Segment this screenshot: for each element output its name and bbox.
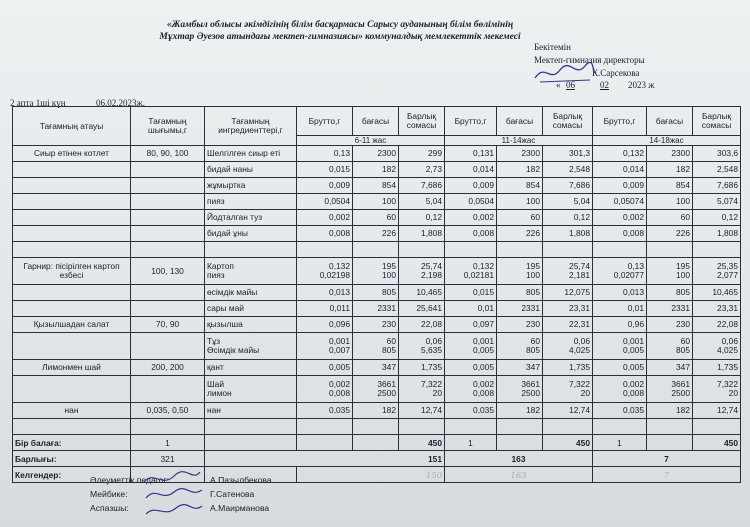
cell-s2	[543, 242, 593, 258]
cell-dish	[13, 178, 131, 194]
cell-g1: 0,008	[297, 226, 353, 242]
cell-p1: 2331	[353, 301, 399, 317]
cell-g3: 0,035	[593, 403, 647, 419]
cell-dish: Сиыр етінен котлет	[13, 146, 131, 162]
cell-g1: 0,002 0,008	[297, 376, 353, 403]
cell-p1: 2300	[353, 146, 399, 162]
per-child-s2: 450	[543, 435, 593, 451]
per-child-row	[13, 435, 741, 451]
cell-s3: 1,735	[693, 360, 741, 376]
cell-p3: 100	[647, 194, 693, 210]
col-portion: Тағамның шығымы,г	[131, 107, 205, 146]
col-price-3: бағасы	[647, 107, 693, 136]
cell-dish	[13, 419, 131, 435]
cell-s3: 303,6	[693, 146, 741, 162]
cell-p2: 182	[497, 403, 543, 419]
cell-p2: 2331	[497, 301, 543, 317]
cell-p1: 182	[353, 403, 399, 419]
table-row	[13, 301, 741, 317]
cell-ing: қант	[205, 360, 297, 376]
table-row	[13, 317, 741, 333]
header-line-2: Мұхтар Әуезов атындағы мектеп-гимназиясы» коммуналдық мемлекеттік мекемесі	[159, 32, 521, 42]
menu-table	[12, 106, 741, 483]
cell-p2: 2300	[497, 146, 543, 162]
cell-p3: 230	[647, 317, 693, 333]
cell-p1: 805	[353, 285, 399, 301]
nurse-role: Мейбике:	[90, 489, 128, 499]
cell-portion	[131, 162, 205, 178]
cell-s3: 2,548	[693, 162, 741, 178]
cell-p3: 854	[647, 178, 693, 194]
cell-p2: 226	[497, 226, 543, 242]
cell-portion: 80, 90, 100	[131, 146, 205, 162]
table-row	[13, 258, 741, 285]
menu-date: 06.02.2023ж.	[96, 98, 145, 108]
table-row	[13, 376, 741, 403]
cell-portion	[131, 178, 205, 194]
teacher-role: Әлеуметтік педагог:	[90, 475, 169, 485]
col-gross-1: Брутто,г	[297, 107, 353, 136]
cell-g1: 0,096	[297, 317, 353, 333]
cell-p2: 195 100	[497, 258, 543, 285]
cell-dish: Қызылшадан салат	[13, 317, 131, 333]
cell-p1: 60 805	[353, 333, 399, 360]
cell-p3: 182	[647, 162, 693, 178]
table-row	[13, 162, 741, 178]
cell-portion: 100, 130	[131, 258, 205, 285]
cell-dish	[13, 162, 131, 178]
cell-p2: 100	[497, 194, 543, 210]
cell-ing: өсімдік майы	[205, 285, 297, 301]
approval-year: 2023 ж	[628, 80, 655, 90]
cell-s1: 22,08	[399, 317, 445, 333]
cell-dish: Лимонмен шай	[13, 360, 131, 376]
cell-s2: 12,075	[543, 285, 593, 301]
cell-g2: 0,002	[445, 210, 497, 226]
cell-p2: 230	[497, 317, 543, 333]
cell-g1: 0,005	[297, 360, 353, 376]
cell-s1: 25,641	[399, 301, 445, 317]
cell-dish: Гарнир: пісірілген картоп езбесі	[13, 258, 131, 285]
cell-s1: 0,12	[399, 210, 445, 226]
cell-s3: 0,12	[693, 210, 741, 226]
cell-s3: 23,31	[693, 301, 741, 317]
cell-s3: 10,465	[693, 285, 741, 301]
cell-p3: 195 100	[647, 258, 693, 285]
nurse-name: Г.Сатенова	[210, 489, 255, 499]
total-portion: 321	[131, 451, 205, 467]
cell-p3	[647, 242, 693, 258]
total-row	[13, 451, 741, 467]
cell-s3: 22,08	[693, 317, 741, 333]
cell-portion	[131, 301, 205, 317]
col-dish: Тағамның атауы	[13, 107, 131, 146]
cell-portion	[131, 419, 205, 435]
table-row	[13, 194, 741, 210]
cell-g2: 0,0504	[445, 194, 497, 210]
cell-ing: пияз	[205, 194, 297, 210]
cell-g3: 0,96	[593, 317, 647, 333]
cell-g2: 0,002 0,008	[445, 376, 497, 403]
cell-s1: 10,465	[399, 285, 445, 301]
cell-s1: 0,06 5,635	[399, 333, 445, 360]
age-group-2: 11-14жас	[445, 136, 593, 146]
cell-g2: 0,035	[445, 403, 497, 419]
cell-portion	[131, 376, 205, 403]
cell-s1: 7,686	[399, 178, 445, 194]
col-price-2: бағасы	[497, 107, 543, 136]
cell-s3: 12,74	[693, 403, 741, 419]
table-row	[13, 146, 741, 162]
cell-p2: 854	[497, 178, 543, 194]
cell-p2: 60 805	[497, 333, 543, 360]
cell-g2: 0,001 0,005	[445, 333, 497, 360]
approval-position: Мектеп-гимназия директоры	[534, 55, 645, 65]
cell-g1: 0,13	[297, 146, 353, 162]
cell-p3: 347	[647, 360, 693, 376]
cell-s1	[399, 419, 445, 435]
cell-ing: сары май	[205, 301, 297, 317]
table-row	[13, 226, 741, 242]
cell-p3: 182	[647, 403, 693, 419]
cell-s2: 1,808	[543, 226, 593, 242]
cell-ing: Йодталган туз	[205, 210, 297, 226]
per-child-s1: 450	[399, 435, 445, 451]
cell-p2: 60	[497, 210, 543, 226]
approval-month: 02	[600, 80, 609, 90]
cell-ing: жұмыртка	[205, 178, 297, 194]
cell-p1: 226	[353, 226, 399, 242]
col-price-1: бағасы	[353, 107, 399, 136]
director-signature	[530, 58, 600, 88]
cook-name: А.Маирманова	[210, 503, 270, 513]
cell-s2: 2,548	[543, 162, 593, 178]
cell-g2: 0,015	[445, 285, 497, 301]
table-row	[13, 242, 741, 258]
cell-p2: 805	[497, 285, 543, 301]
cell-g3: 0,013	[593, 285, 647, 301]
table-row	[13, 403, 741, 419]
cell-s2: 0,06 4,025	[543, 333, 593, 360]
cell-g2: 0,01	[445, 301, 497, 317]
cell-g1: 0,002	[297, 210, 353, 226]
cell-s1: 25,74 2,198	[399, 258, 445, 285]
cell-g2: 0,009	[445, 178, 497, 194]
handwritten-total-2: 163	[445, 467, 593, 483]
cell-g3: 0,01	[593, 301, 647, 317]
cell-s3	[693, 242, 741, 258]
age-group-1: 6-11 жас	[297, 136, 445, 146]
cell-p1: 60	[353, 210, 399, 226]
total-3: 7	[593, 451, 741, 467]
cell-dish	[13, 226, 131, 242]
cell-ing: нан	[205, 403, 297, 419]
cell-portion: 70, 90	[131, 317, 205, 333]
cell-dish	[13, 194, 131, 210]
approval-name: К.Сарсекова	[592, 68, 640, 78]
col-gross-3: Брутто,г	[593, 107, 647, 136]
cell-dish	[13, 210, 131, 226]
cell-p2: 347	[497, 360, 543, 376]
cell-g1	[297, 419, 353, 435]
cell-s2: 7,322 20	[543, 376, 593, 403]
total-label: Барлығы:	[13, 451, 131, 467]
per-child-g2: 1	[445, 435, 497, 451]
cell-g1	[297, 242, 353, 258]
cell-g2	[445, 242, 497, 258]
cell-g3	[593, 242, 647, 258]
menu-body	[13, 146, 741, 435]
cell-ing: қызылша	[205, 317, 297, 333]
cell-p3	[647, 419, 693, 435]
arrived-label: Келгендер:	[13, 467, 131, 483]
cell-s2: 22,31	[543, 317, 593, 333]
cell-s2: 5,04	[543, 194, 593, 210]
cell-s3: 1,808	[693, 226, 741, 242]
cell-portion	[131, 226, 205, 242]
cell-s3: 5,074	[693, 194, 741, 210]
cell-s3: 25,35 2,077	[693, 258, 741, 285]
table-row	[13, 333, 741, 360]
cell-s2	[543, 419, 593, 435]
cell-s2: 301,3	[543, 146, 593, 162]
cell-p3: 3661 2500	[647, 376, 693, 403]
table-row	[13, 419, 741, 435]
cell-p2: 182	[497, 162, 543, 178]
cell-g3: 0,005	[593, 360, 647, 376]
cell-ing	[205, 242, 297, 258]
cell-g3: 0,002 0,008	[593, 376, 647, 403]
cell-g3: 0,05074	[593, 194, 647, 210]
col-total-2: Барлық сомасы	[543, 107, 593, 136]
col-gross-2: Брутто,г	[445, 107, 497, 136]
cell-p3: 2300	[647, 146, 693, 162]
cell-s2: 7,686	[543, 178, 593, 194]
cell-ing: бидай ұны	[205, 226, 297, 242]
cell-g1: 0,015	[297, 162, 353, 178]
cell-g2: 0,097	[445, 317, 497, 333]
cell-s1	[399, 242, 445, 258]
cell-p1	[353, 419, 399, 435]
cell-g3: 0,132	[593, 146, 647, 162]
cell-s3	[693, 419, 741, 435]
table-row	[13, 210, 741, 226]
cell-g1: 0,035	[297, 403, 353, 419]
cell-portion	[131, 333, 205, 360]
col-total-3: Барлық сомасы	[693, 107, 741, 136]
cell-g3: 0,014	[593, 162, 647, 178]
cell-p2	[497, 419, 543, 435]
cell-p1: 195 100	[353, 258, 399, 285]
cell-s1: 12,74	[399, 403, 445, 419]
cell-s1: 1,808	[399, 226, 445, 242]
cell-p3: 60 805	[647, 333, 693, 360]
cell-s2: 23,31	[543, 301, 593, 317]
cell-p3: 226	[647, 226, 693, 242]
cell-portion	[131, 242, 205, 258]
cell-p3: 2331	[647, 301, 693, 317]
per-child-portion: 1	[131, 435, 205, 451]
per-child-s3: 450	[693, 435, 741, 451]
cook-role: Аспазшы:	[90, 503, 129, 513]
age-group-3: 14-18жас	[593, 136, 741, 146]
cell-g2: 0,008	[445, 226, 497, 242]
col-ingredients: Тағамның ингредиенттері,г	[205, 107, 297, 146]
cell-s1: 5,04	[399, 194, 445, 210]
cell-g2: 0,132 0,02181	[445, 258, 497, 285]
cell-dish	[13, 301, 131, 317]
cell-g2: 0,131	[445, 146, 497, 162]
header-line-1: «Жамбыл облысы әкімдігінің білім басқармасы Сарысу ауданының білім бөлімінің	[166, 20, 514, 30]
cell-s1: 299	[399, 146, 445, 162]
cell-p1: 182	[353, 162, 399, 178]
cell-portion	[131, 210, 205, 226]
cell-g1: 0,132 0,02198	[297, 258, 353, 285]
total-2: 163	[445, 451, 593, 467]
table-row	[13, 178, 741, 194]
cell-s2: 1,735	[543, 360, 593, 376]
approval-label: Бекітемін	[534, 42, 571, 52]
cell-p1: 347	[353, 360, 399, 376]
cell-p1: 3661 2500	[353, 376, 399, 403]
table-row	[13, 360, 741, 376]
cell-s1: 7,322 20	[399, 376, 445, 403]
cell-g3: 0,13 0,02077	[593, 258, 647, 285]
cell-dish	[13, 376, 131, 403]
cell-portion	[131, 194, 205, 210]
handwritten-total-1: 150	[297, 467, 445, 483]
cell-g1: 0,009	[297, 178, 353, 194]
cell-g2	[445, 419, 497, 435]
total-1: 151	[205, 451, 445, 467]
week-day-label: 2 апта 1ші күн	[10, 98, 66, 108]
cell-ing: Шай лимон	[205, 376, 297, 403]
handwritten-total-3: 7	[593, 467, 741, 483]
cell-g1: 0,011	[297, 301, 353, 317]
approval-date-open: «	[556, 80, 561, 90]
table-header-row	[13, 107, 741, 136]
staff-signatures	[140, 468, 208, 520]
cell-g3: 0,002	[593, 210, 647, 226]
cell-s2: 0,12	[543, 210, 593, 226]
cell-g2: 0,014	[445, 162, 497, 178]
cell-g2: 0,005	[445, 360, 497, 376]
cell-g3: 0,008	[593, 226, 647, 242]
cell-portion: 200, 200	[131, 360, 205, 376]
cell-s3: 7,322 20	[693, 376, 741, 403]
cell-s1: 1,735	[399, 360, 445, 376]
cell-p1	[353, 242, 399, 258]
cell-s2: 12,74	[543, 403, 593, 419]
cell-s3: 0,06 4,025	[693, 333, 741, 360]
cell-p2: 3661 2500	[497, 376, 543, 403]
cell-dish	[13, 285, 131, 301]
cell-dish	[13, 333, 131, 360]
cell-s2: 25,74 2,181	[543, 258, 593, 285]
per-child-g3: 1	[593, 435, 647, 451]
cell-ing: Картоп пияз	[205, 258, 297, 285]
table-row	[13, 285, 741, 301]
cell-p1: 854	[353, 178, 399, 194]
cell-p2	[497, 242, 543, 258]
cell-p1: 100	[353, 194, 399, 210]
cell-ing	[205, 419, 297, 435]
cell-dish	[13, 242, 131, 258]
cell-s3: 7,686	[693, 178, 741, 194]
approval-day: 06	[566, 80, 575, 90]
cell-g1: 0,0504	[297, 194, 353, 210]
per-child-label: Бір балаға:	[13, 435, 131, 451]
cell-portion: 0,035, 0,50	[131, 403, 205, 419]
cell-portion	[131, 285, 205, 301]
cell-p3: 805	[647, 285, 693, 301]
cell-ing: Тұз Өсімдік майы	[205, 333, 297, 360]
col-total-1: Барлық сомасы	[399, 107, 445, 136]
cell-dish: нан	[13, 403, 131, 419]
cell-p1: 230	[353, 317, 399, 333]
cell-g3: 0,009	[593, 178, 647, 194]
cell-ing: Шелгілген сиыр еті	[205, 146, 297, 162]
cell-g1: 0,013	[297, 285, 353, 301]
cell-ing: бидай наны	[205, 162, 297, 178]
cell-g3: 0,001 0,005	[593, 333, 647, 360]
teacher-name: А.Пазылбекова	[210, 475, 272, 485]
cell-s1: 2,73	[399, 162, 445, 178]
cell-g1: 0,001 0,007	[297, 333, 353, 360]
cell-g3	[593, 419, 647, 435]
cell-p3: 60	[647, 210, 693, 226]
